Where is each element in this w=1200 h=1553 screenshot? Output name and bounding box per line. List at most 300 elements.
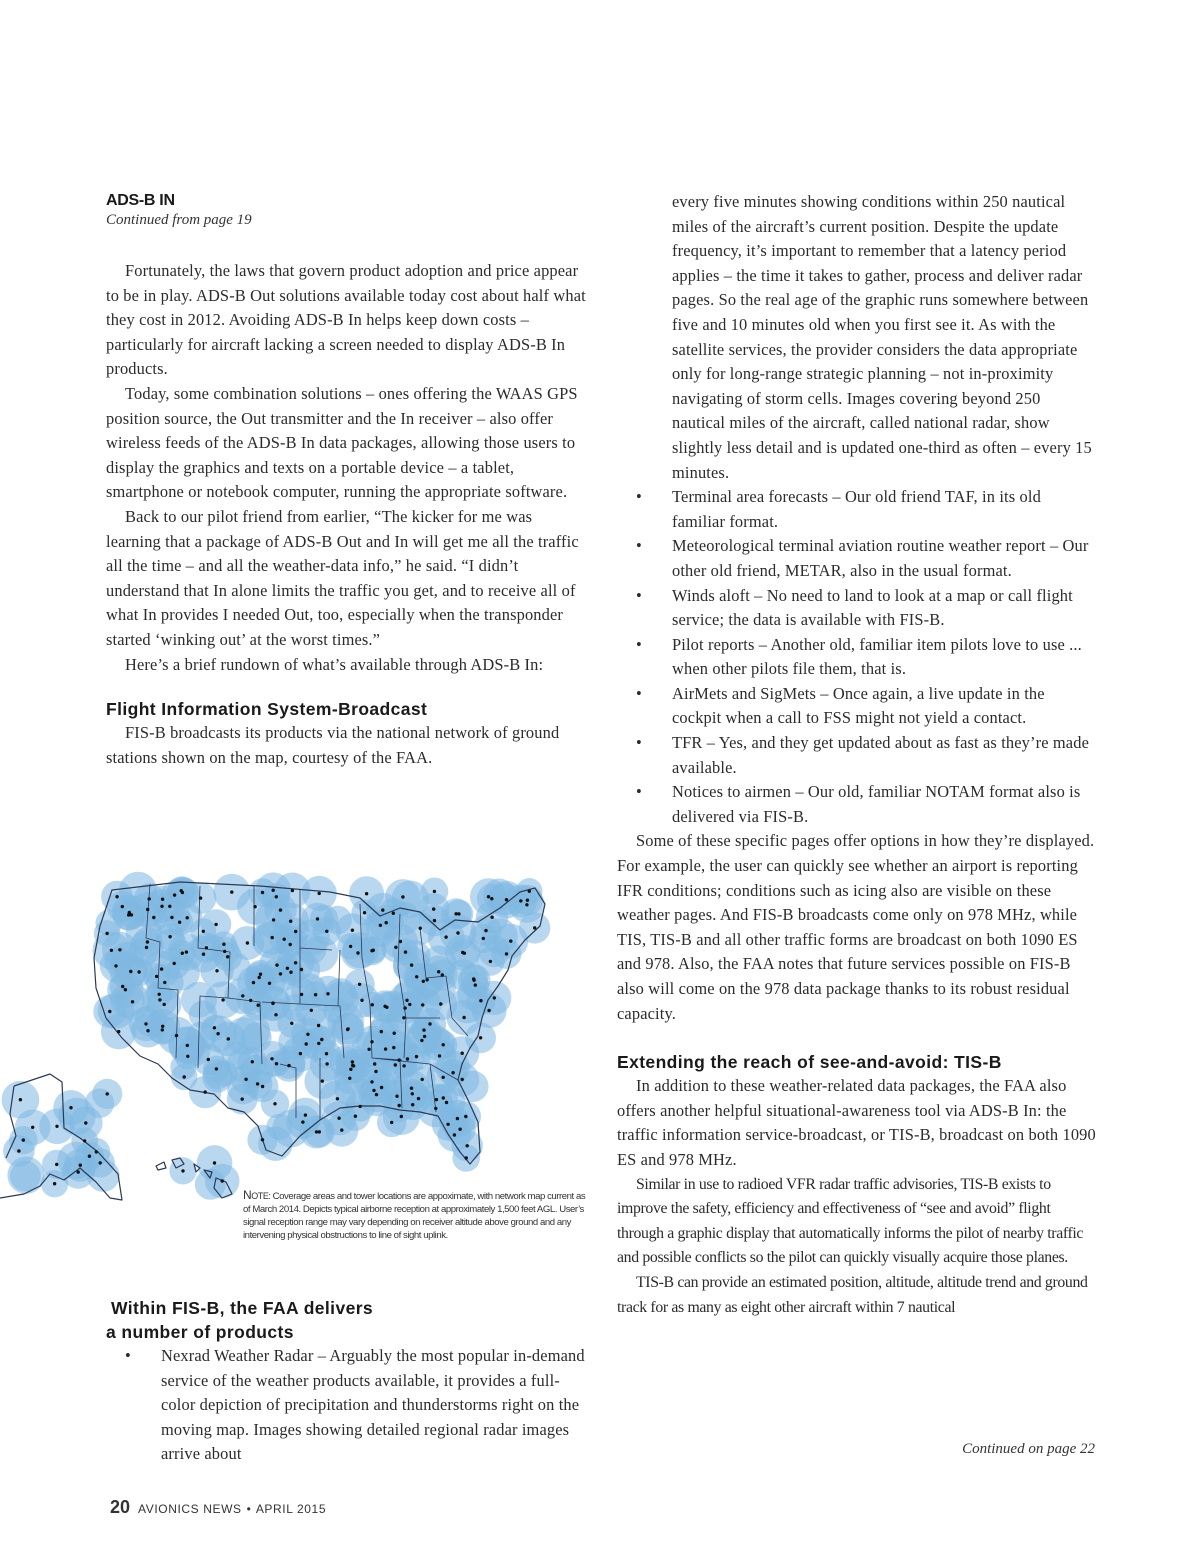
ground-station-dot [181, 1169, 184, 1172]
ground-station-dot [178, 921, 181, 924]
ground-station-dot [401, 895, 404, 898]
ground-station-dot [223, 950, 226, 953]
coverage-area [266, 1114, 292, 1140]
ground-station-dot [363, 911, 366, 914]
ground-station-dot [490, 897, 493, 900]
body-paragraph: Here’s a brief rundown of what’s available through ADS-B In: [125, 654, 544, 674]
ground-station-dot [445, 1101, 448, 1104]
ground-station-dot [505, 952, 508, 955]
ground-station-dot [118, 948, 121, 951]
section-kicker: ADS-B IN [106, 192, 175, 209]
ground-station-dot [411, 1103, 414, 1106]
ground-station-dot [170, 916, 173, 919]
ground-station-dot [428, 1022, 431, 1025]
ground-station-dot [422, 980, 425, 983]
ground-station-dot [271, 1002, 274, 1005]
ground-station-dot [145, 946, 148, 949]
ground-station-dot [354, 1115, 357, 1118]
ground-station-dot [381, 908, 384, 911]
ground-station-dot [146, 908, 149, 911]
ground-station-dot [456, 1117, 459, 1120]
footer-separator: • [246, 1502, 251, 1516]
ground-station-dot [465, 1156, 468, 1159]
ground-station-dot [358, 983, 361, 986]
list-item-text: Meteorological terminal aviation routine weather report – Our other old friend, METAR, also in the usual format. [672, 536, 1089, 580]
ground-station-dot [55, 1163, 58, 1166]
ground-station-dot [402, 1064, 405, 1067]
ground-station-dot [526, 899, 529, 902]
ground-station-dot [336, 1097, 339, 1100]
ground-station-dot [256, 1082, 259, 1085]
body-paragraph: Some of these specific pages offer options in how they’re displayed. For example, the user can quickly see whether an airport is reporting IFR conditions; conditions such as icing also are visible on these weather pages. And FIS-B broadcasts come only on 978 MHz, while TIS, TIS-B and all other traffic forms are broadcast on both 1090 ES and 978. Also, the FAA notes that future services possible on FIS-B also will come on the 978 data package thanks to its robust residual capacity. [617, 831, 1095, 1023]
ground-station-dot [360, 999, 363, 1002]
ground-station-dot [144, 1022, 147, 1025]
ground-station-dot [421, 1003, 424, 1006]
map-note [243, 1189, 588, 1242]
ground-station-dot [221, 998, 224, 1001]
ground-station-dot [300, 993, 303, 996]
ground-station-dot [79, 1164, 82, 1167]
ground-station-dot [310, 1009, 313, 1012]
ground-station-dot [461, 1078, 464, 1081]
page-footer [110, 1497, 326, 1518]
ground-station-dot [525, 903, 528, 906]
ground-station-dot [186, 1044, 189, 1047]
ground-station-dot [461, 951, 464, 954]
ground-station-dot [437, 970, 440, 973]
ground-station-dot [423, 1035, 426, 1038]
ground-station-dot [442, 1096, 445, 1099]
ground-station-dot [271, 936, 274, 939]
ground-station-dot [402, 1016, 405, 1019]
list-item-text: Nexrad Weather Radar – Arguably the most popular in-demand service of the weather products available, it provides a full-color depiction of precipitation and thunderstorms right on the moving map. Images showing detailed regional radar images arrive about [161, 1346, 585, 1464]
ground-station-dot [110, 949, 113, 952]
ground-station-dot [462, 1016, 465, 1019]
list-item-text: Pilot reports – Another old, familiar item pilots love to use ... when other pilots file them, that is. [672, 634, 1082, 679]
ground-station-dot [268, 982, 271, 985]
list-item [617, 485, 1097, 534]
body-paragraph: In addition to these weather-related data packages, the FAA also offers another helpful situational-awareness tool via ADS-B In: the traffic information service-broadcast, or TIS-B, broadcast on both 1090 ES and 978 MHz. [617, 1076, 1096, 1169]
ground-station-dot [121, 905, 124, 908]
ground-station-dot [314, 993, 317, 996]
ground-station-dot [371, 1003, 374, 1006]
ground-station-dot [466, 1144, 469, 1147]
ground-station-dot [399, 940, 402, 943]
ground-station-dot [108, 1010, 111, 1013]
ground-station-dot [487, 1009, 490, 1012]
ground-station-dot [392, 912, 395, 915]
ground-station-dot [356, 951, 359, 954]
coverage-map-graphic [0, 868, 600, 1213]
within-fisb-heading [106, 1296, 586, 1344]
ground-station-dot [273, 1102, 276, 1105]
ground-station-dot [261, 1085, 264, 1088]
ground-station-dot [31, 1126, 34, 1129]
ground-station-dot [349, 945, 352, 948]
ground-station-dot [168, 935, 171, 938]
fisb-coverage-map [0, 868, 600, 1213]
ground-station-dot [325, 1062, 328, 1065]
ground-station-dot [146, 940, 149, 943]
ground-station-dot [227, 1037, 230, 1040]
ground-station-dot [216, 1032, 219, 1035]
ground-station-dot [253, 905, 256, 908]
ground-station-dot [261, 1138, 264, 1141]
ground-station-dot [351, 929, 354, 932]
body-paragraph: Today, some combination solutions – ones offering the WAAS GPS position source, the Out transmitter and the In receiver – also offer wireless feeds of the ADS-B In data packages, allowing those users to display the graphics and texts on a portable device – a tablet, smartphone or notebook computer, running the appropriate software. [106, 383, 578, 502]
ground-station-dot [300, 968, 303, 971]
coverage-area [7, 1157, 44, 1194]
ground-station-dot [306, 1033, 309, 1036]
ground-station-dot [370, 1040, 373, 1043]
bullet-mark: • [636, 683, 642, 703]
coverage-area [370, 1014, 399, 1043]
ground-station-dot [214, 923, 217, 926]
ground-station-dot [290, 1022, 293, 1025]
list-item-text: Winds aloft – No need to land to look at a map or call flight service; the data is available with FIS-B. [672, 585, 1073, 630]
ground-station-dot [279, 972, 282, 975]
ground-station-dot [435, 1098, 438, 1101]
ground-station-dot [163, 1003, 166, 1006]
ground-station-dot [84, 1121, 87, 1124]
ground-station-dot [318, 892, 321, 895]
heading-line: Within FIS-B, the FAA delivers [111, 1298, 374, 1318]
ground-station-dot [22, 1138, 25, 1141]
ground-station-dot [230, 890, 233, 893]
ground-station-dot [275, 1062, 278, 1065]
list-item [617, 633, 1097, 682]
ground-station-dot [272, 889, 275, 892]
ground-station-dot [395, 1095, 398, 1098]
ground-station-dot [432, 907, 435, 910]
ground-station-dot [274, 1013, 277, 1016]
heading-line: a number of products [106, 1322, 294, 1342]
ground-station-dot [351, 1064, 354, 1067]
list-item [617, 780, 1097, 829]
note-text: Coverage areas and tower locations are appoximate, with network map current as of March 2014. Depicts typical airborne reception at approximately 1,500 feet AGL. User’s signal reception range may vary depending on receiver altitude above ground and any intervening physical obstructions to line of sight uplink. [243, 1191, 586, 1241]
ground-station-dot [321, 1079, 324, 1082]
ground-station-dot [129, 970, 132, 973]
list-item [617, 534, 1097, 583]
ground-station-dot [244, 1078, 247, 1081]
ground-station-dot [505, 898, 508, 901]
ground-station-dot [325, 1052, 328, 1055]
ground-station-dot [275, 895, 278, 898]
ground-station-dot [55, 1125, 58, 1128]
ground-station-dot [175, 1034, 178, 1037]
ground-station-dot [117, 1030, 120, 1033]
ground-station-dot [19, 1098, 22, 1101]
ground-station-dot [221, 1179, 224, 1182]
bullet-mark: • [636, 536, 642, 556]
ground-station-dot [415, 975, 418, 978]
ground-station-dot [286, 967, 289, 970]
ground-station-dot [163, 981, 166, 984]
ground-station-dot [417, 1097, 420, 1100]
body-paragraph: FIS-B broadcasts its products via the national network of ground stations shown on the map, courtesy of the FAA. [106, 723, 560, 767]
ground-station-dot [305, 1042, 308, 1045]
ground-station-dot [365, 892, 368, 895]
ground-station-dot [349, 1068, 352, 1071]
ground-station-dot [213, 1026, 216, 1029]
continued-from-note: Continued from page 19 [106, 212, 252, 228]
ground-station-dot [287, 1064, 290, 1067]
ground-station-dot [205, 946, 208, 949]
ground-station-dot [199, 896, 202, 899]
ground-station-dot [380, 1030, 383, 1033]
ground-station-dot [509, 939, 512, 942]
ground-station-dot [301, 1120, 304, 1123]
ground-station-dot [442, 1076, 445, 1079]
ground-station-dot [422, 1028, 425, 1031]
ground-station-dot [493, 996, 496, 999]
ground-station-dot [479, 1036, 482, 1039]
fisb-product-list [617, 485, 1097, 829]
ground-station-dot [421, 1078, 424, 1081]
ground-station-dot [373, 1062, 376, 1065]
ground-station-dot [393, 1032, 396, 1035]
ground-station-dot [533, 926, 536, 929]
ground-station-dot [370, 1080, 373, 1083]
ground-station-dot [490, 916, 493, 919]
ground-station-dot [433, 890, 436, 893]
ground-station-dot [294, 961, 297, 964]
ground-station-dot [457, 912, 460, 915]
left-column [106, 192, 586, 770]
ground-station-dot [289, 943, 292, 946]
publication-name: AVIONICS NEWS [138, 1502, 242, 1516]
ground-station-dot [105, 932, 108, 935]
ground-station-dot [161, 1028, 164, 1031]
ground-station-dot [83, 1139, 86, 1142]
list-item [617, 682, 1097, 731]
section-heading-fisb: Flight Information System-Broadcast [106, 699, 428, 720]
ground-station-dot [400, 1115, 403, 1118]
ground-station-dot [186, 916, 189, 919]
ground-station-dot [160, 967, 163, 970]
ground-station-dot [403, 1006, 406, 1009]
ground-station-dot [479, 999, 482, 1002]
list-item [617, 584, 1097, 633]
ground-station-dot [202, 953, 205, 956]
ground-station-dot [340, 1128, 343, 1131]
ground-station-dot [270, 1057, 273, 1060]
ground-station-dot [181, 952, 184, 955]
ground-station-dot [53, 1182, 56, 1185]
ground-station-dot [315, 1130, 318, 1133]
ground-station-dot [317, 1024, 320, 1027]
right-column [617, 190, 1097, 1320]
ground-station-dot [410, 963, 413, 966]
ground-station-dot [275, 963, 278, 966]
ground-station-dot [410, 1087, 413, 1090]
ground-station-dot [405, 999, 408, 1002]
ground-station-dot [444, 935, 447, 938]
ground-station-dot [374, 1070, 377, 1073]
ground-station-dot [372, 1089, 375, 1092]
ground-station-dot [484, 929, 487, 932]
ground-station-dot [439, 1002, 442, 1005]
ground-station-dot [115, 895, 118, 898]
bullet-mark: • [636, 585, 642, 605]
ground-station-dot [251, 1060, 254, 1063]
ground-station-dot [394, 946, 397, 949]
ground-station-dot [99, 1161, 102, 1164]
ground-station-dot [17, 1149, 20, 1152]
ground-station-dot [348, 1077, 351, 1080]
list-item-text: AirMets and SigMets – Once again, a live update in the cockpit when a call to FSS might not yield a contact. [672, 683, 1045, 728]
ground-station-dot [383, 1005, 386, 1008]
ground-station-dot [279, 908, 282, 911]
ground-station-dot [246, 941, 249, 944]
ground-station-dot [441, 973, 444, 976]
ground-station-dot [384, 1047, 387, 1050]
ground-station-dot [317, 1042, 320, 1045]
ground-station-dot [359, 1105, 362, 1108]
bullet-mark: • [636, 487, 642, 507]
ground-station-dot [259, 973, 262, 976]
ground-station-dot [258, 976, 261, 979]
ground-station-dot [472, 979, 475, 982]
ground-station-dot [186, 1055, 189, 1058]
ground-station-dot [519, 899, 522, 902]
ground-station-dot [161, 898, 164, 901]
ground-station-dot [128, 911, 131, 914]
list-item-text: Notices to airmen – Our old, familiar NOTAM format also is delivered via FIS-B. [672, 782, 1081, 826]
ground-station-dot [257, 1004, 260, 1007]
ground-station-dot [207, 1058, 210, 1061]
ground-station-dot [398, 1104, 401, 1107]
ground-station-dot [283, 938, 286, 941]
ground-station-dot [456, 931, 459, 934]
page-number: 20 [110, 1497, 131, 1517]
ground-station-dot [453, 1133, 456, 1136]
list-item-text: Terminal area forecasts – Our old friend TAF, in its old familiar format. [672, 487, 1041, 531]
ground-station-dot [438, 1054, 441, 1057]
ground-station-dot [272, 918, 275, 921]
ground-station-dot [419, 927, 422, 930]
ground-station-dot [398, 1058, 401, 1061]
ground-station-dot [88, 1155, 91, 1158]
ground-station-dot [528, 890, 531, 893]
bullet-mark: • [125, 1346, 131, 1365]
ground-station-dot [461, 1052, 464, 1055]
list-item [106, 1344, 586, 1467]
ground-station-dot [299, 1052, 302, 1055]
ground-station-dot [152, 916, 155, 919]
coverage-area [195, 1169, 226, 1200]
note-lead: N [243, 1188, 252, 1202]
ground-station-dot [124, 988, 127, 991]
ground-station-dot [375, 1093, 378, 1096]
ground-station-dot [380, 1086, 383, 1089]
ground-station-dot [106, 1092, 109, 1095]
ground-station-dot [316, 917, 319, 920]
ground-station-dot [464, 1115, 467, 1118]
ground-station-dot [458, 1128, 461, 1131]
ground-station-dot [406, 1057, 409, 1060]
ground-station-dot [146, 1029, 149, 1032]
note-lead-rest: OTE: [251, 1191, 271, 1201]
ground-station-dot [173, 962, 176, 965]
ground-station-dot [148, 897, 151, 900]
ground-station-dot [404, 950, 407, 953]
ground-station-dot [137, 970, 140, 973]
ground-station-dot [487, 895, 490, 898]
ground-station-dot [158, 993, 161, 996]
ground-station-dot [390, 1121, 393, 1124]
ground-station-dot [392, 1046, 395, 1049]
ground-station-dot [158, 998, 161, 1001]
ground-station-dot [367, 1048, 370, 1051]
ground-station-dot [155, 975, 158, 978]
ground-station-dot [326, 992, 329, 995]
issue-date: APRIL 2015 [255, 1502, 327, 1516]
ground-station-dot [482, 937, 485, 940]
ground-station-dot [420, 1039, 423, 1042]
ground-station-dot [351, 1060, 354, 1063]
ground-station-dot [168, 905, 171, 908]
ground-station-dot [241, 1097, 244, 1100]
ground-station-dot [241, 994, 244, 997]
ground-station-dot [320, 1038, 323, 1041]
ground-station-dot [204, 1090, 207, 1093]
body-paragraph: Fortunately, the laws that govern product adoption and price appear to be in play. ADS-B Out solutions available today cost about half what they cost in 2012. Avoiding ADS-B In helps keep down costs – particularly for aircraft lacking a screen needed to display ADS-B In products. [106, 261, 586, 379]
ground-station-dot [202, 930, 205, 933]
ground-station-dot [474, 983, 477, 986]
ground-station-dot [294, 930, 297, 933]
ground-station-dot [69, 1106, 72, 1109]
ground-station-dot [161, 1025, 164, 1028]
ground-station-dot [180, 889, 183, 892]
ground-station-dot [346, 1027, 349, 1030]
coverage-area [126, 915, 163, 952]
ground-station-dot [442, 1043, 445, 1046]
ground-station-dot [222, 943, 225, 946]
nexrad-continuation: every five minutes showing conditions within 250 nautical miles of the aircraft’s current position. Despite the update frequency, it’s important to remember that a latency period applies – the time it takes to gather, process and deliver radar pages. So the real age of the graphic runs somewhere between five and 10 minutes old when you first see it. As with the satellite services, the provider considers the data appropriate only for long-range strategic planning – not in-proximity navigating of storm cells. Images covering beyond 250 nautical miles of the aircraft, called national radar, show slightly less detail and is updated one-third as often – every 15 minutes. [672, 192, 1092, 482]
ground-station-dot [434, 1107, 437, 1110]
ground-station-dot [215, 969, 218, 972]
bullet-mark: • [636, 733, 642, 753]
ground-station-dot [249, 999, 252, 1002]
ground-station-dot [385, 921, 388, 924]
within-fisb-list [106, 1344, 586, 1467]
ground-station-dot [489, 960, 492, 963]
ground-station-dot [446, 1123, 449, 1126]
ground-station-dot [291, 889, 294, 892]
ground-station-dot [121, 985, 124, 988]
ground-station-dot [131, 1000, 134, 1003]
body-paragraph: Similar in use to radioed VFR radar traffic advisories, TIS-B exists to improve the safety, efficiency and effectiveness of “see and avoid” flight through a graphic display that automatically informs the pilot of nearby traffic and possible conflicts so the pilot can quickly visually acquire those planes. [617, 1175, 1084, 1267]
list-item-text: TFR – Yes, and they get updated about as fast as they’re made available. [672, 733, 1090, 777]
ground-station-dot [425, 978, 428, 981]
ground-station-dot [411, 1092, 414, 1095]
section-heading-tisb: Extending the reach of see-and-avoid: TIS-B [617, 1052, 1002, 1073]
ground-station-dot [173, 893, 176, 896]
ground-station-dot [252, 981, 255, 984]
ground-station-dot [213, 1161, 216, 1164]
ground-station-dot [289, 920, 292, 923]
ground-station-dot [289, 971, 292, 974]
ground-station-dot [183, 1075, 186, 1078]
ground-station-dot [226, 955, 229, 958]
continued-on-note: Continued on page 22 [962, 1441, 1095, 1457]
bullet-mark: • [636, 634, 642, 654]
ground-station-dot [394, 1063, 397, 1066]
ground-station-dot [451, 1071, 454, 1074]
ground-station-dot [185, 950, 188, 953]
bullet-mark: • [636, 782, 642, 802]
